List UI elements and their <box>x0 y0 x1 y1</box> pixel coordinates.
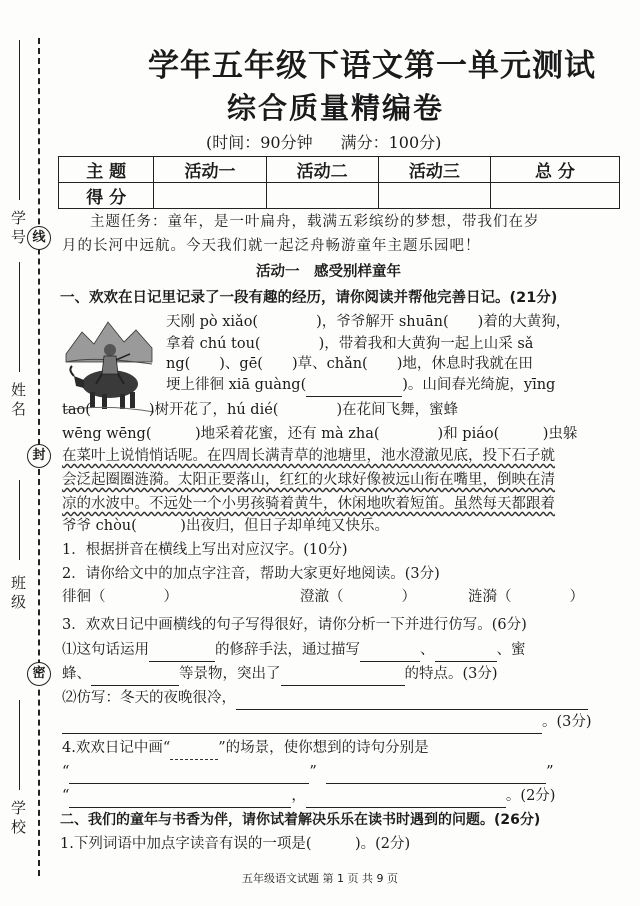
imitation-blank-1[interactable] <box>236 688 588 710</box>
seal-char-feng: 封 <box>27 444 51 468</box>
q3-1b: 的修辞手法，通过描写 <box>215 642 360 658</box>
school-label: 学校 <box>9 800 27 838</box>
score-header-act2: 活动二 <box>266 157 378 183</box>
score-header-act1: 活动一 <box>154 157 266 183</box>
score-cell-act3[interactable] <box>378 183 490 209</box>
school-field[interactable] <box>19 700 20 790</box>
name-field[interactable] <box>19 262 20 372</box>
q4b: ”的场景，使你想到的诗句分别是 <box>218 740 429 756</box>
q4-end: 。(2分) <box>505 788 556 804</box>
score-cell-total[interactable] <box>490 183 619 209</box>
q3-part2 <box>62 688 588 710</box>
quote-close-2: ” <box>546 764 554 780</box>
diary-line-8: 会泛起圈圈涟漪。太阳正要落山，红红的火球好像被远山衔在嘴里，倒映在清 <box>62 472 555 488</box>
q3-1f: 等景物，突出了 <box>179 666 281 682</box>
q3-1g: 的特点。(3分) <box>404 666 498 682</box>
full-score: 满分：100分) <box>340 133 442 152</box>
binding-margin <box>0 0 46 906</box>
q3-1e: 蜂、 <box>62 666 91 682</box>
class-label: 班级 <box>9 575 27 613</box>
page-footer: 五年级语文试题 第 1 页 共 9 页 <box>242 872 398 885</box>
diary-line-4b: )。山间春光绮旎，yīng <box>402 377 556 393</box>
q4a: 4.欢欢日记中画“ <box>62 740 171 756</box>
q4-poem-line1 <box>62 762 553 784</box>
diary-line-6: wēng wēng( )地采着花蜜，还有 mà zha( )和 piáo( )虫躲 <box>62 426 578 442</box>
q2-item-lianyi[interactable]: 涟漪（ ） <box>468 589 584 605</box>
scene-blank-1[interactable] <box>360 640 420 662</box>
scene-blank-2[interactable] <box>435 640 497 662</box>
imitation-blank-2[interactable] <box>62 712 542 734</box>
quote-close-1: ” <box>309 764 317 780</box>
scene-blank-3[interactable] <box>91 664 179 686</box>
q3-1a: ⑴这句话运用 <box>62 642 149 658</box>
pinyin-blank-xiaguang[interactable] <box>306 375 402 397</box>
exam-time-info <box>206 130 469 153</box>
seal-char-mi: 密 <box>27 662 51 686</box>
q3-part1-line2 <box>62 664 498 686</box>
quote-open-2: “ <box>62 788 70 804</box>
section1-heading: 一、欢欢在日记里记录了一段有趣的经历，请你阅读并帮他完善日记。(21分) <box>60 290 558 306</box>
time-limit: (时间：90分钟 <box>206 133 313 152</box>
q3-1d: 、蜜 <box>496 642 526 658</box>
score-table <box>58 156 620 209</box>
q3-2-end: 。(3分) <box>542 714 592 730</box>
diary-line-3: ng( )、gē( )草、chǎn( )地，休息时我就在田 <box>166 356 533 372</box>
diary-line-10: 爷爷 chòu( )出夜归，但日子却单纯又快乐。 <box>62 518 389 534</box>
q2-item-chengche[interactable]: 澄澈（ ） <box>300 589 416 605</box>
q4-dashed-marker <box>170 738 218 760</box>
diary-line-7: 在菜叶上说悄悄话呢。在四周长满青草的池塘里，池水澄澈见底，投下石子就 <box>62 448 555 464</box>
score-header-topic: 主 题 <box>59 157 154 183</box>
q3-2: ⑵仿写：冬天的夜晚很冷， <box>62 690 236 706</box>
diary-line-5: tao( )树开花了，hú dié( )在花间飞舞，蜜蜂 <box>62 402 459 418</box>
question-1: 1．根据拼音在横线上写出对应汉字。(10分) <box>62 542 348 558</box>
question-4 <box>62 738 429 760</box>
q3-part1-line1 <box>62 640 526 662</box>
diary-line-2: 拿着 chú tou( )，带着我和大黄狗一起上山采 sǎ <box>166 336 534 352</box>
diary-line-4 <box>166 375 555 397</box>
student-number-field[interactable] <box>19 40 20 200</box>
score-header-act3: 活动三 <box>378 157 490 183</box>
q3-1c: 、 <box>420 642 435 658</box>
poem-blank-3[interactable] <box>69 786 291 808</box>
class-field[interactable] <box>19 480 20 560</box>
diary-line-9: 凉的水波中。不远处一个小男孩骑着黄牛，休闲地吹着短笛。虽然每天都跟着 <box>62 496 555 512</box>
question-2: 2．请你给文中的加点字注音，帮助大家更好地阅读。(3分) <box>62 566 440 582</box>
boy-on-buffalo-illustration <box>64 314 154 414</box>
intro-line-1: 主题任务：童年，是一叶扁舟，载满五彩缤纷的梦想，带我们在岁 <box>90 214 540 230</box>
section2-heading: 二、我们的童年与书香为伴，请你试着解决乐乐在读书时遇到的问题。(26分) <box>60 812 541 828</box>
question-3: 3．欢欢日记中画横线的句子写得很好，请你分析一下并进行仿写。(6分) <box>62 617 527 633</box>
q2-item-paihuai[interactable]: 徘徊（ ） <box>62 589 178 605</box>
rhetoric-blank[interactable] <box>149 640 215 662</box>
score-cell-act1[interactable] <box>154 183 266 209</box>
poem-blank-1[interactable] <box>69 762 309 784</box>
student-number-label: 学号 <box>9 210 27 248</box>
name-label: 姓名 <box>9 382 27 420</box>
poem-blank-4[interactable] <box>306 786 506 808</box>
exam-subtitle: 综合质量精编卷 <box>227 91 445 125</box>
q3-part2-cont <box>62 712 592 734</box>
exam-title: 学年五年级下语文第一单元测试 <box>148 48 596 84</box>
diary-line-1: 天刚 pò xiǎo( )，爷爷解开 shuān( )着的大黄狗， <box>166 314 571 330</box>
q4-poem-line2: “ ， 。(2分) <box>62 786 555 808</box>
score-row-label: 得 分 <box>59 183 154 209</box>
score-header-total: 总 分 <box>490 157 619 183</box>
seal-char-xian: 线 <box>27 226 51 250</box>
section2-question-1: 1.下列词语中加点字读音有误的一项是( )。(2分) <box>60 836 411 852</box>
intro-line-2: 月的长河中远航。今天我们就一起泛舟畅游童年主题乐园吧！ <box>62 238 481 254</box>
poem-blank-2[interactable] <box>326 762 546 784</box>
diary-line-4a: 埂上徘徊 xiā guàng( <box>166 377 307 393</box>
quote-open-1: “ <box>62 764 70 780</box>
activity1-title: 活动一 感受别样童年 <box>256 264 401 280</box>
score-cell-act2[interactable] <box>266 183 378 209</box>
feature-blank[interactable] <box>281 664 405 686</box>
